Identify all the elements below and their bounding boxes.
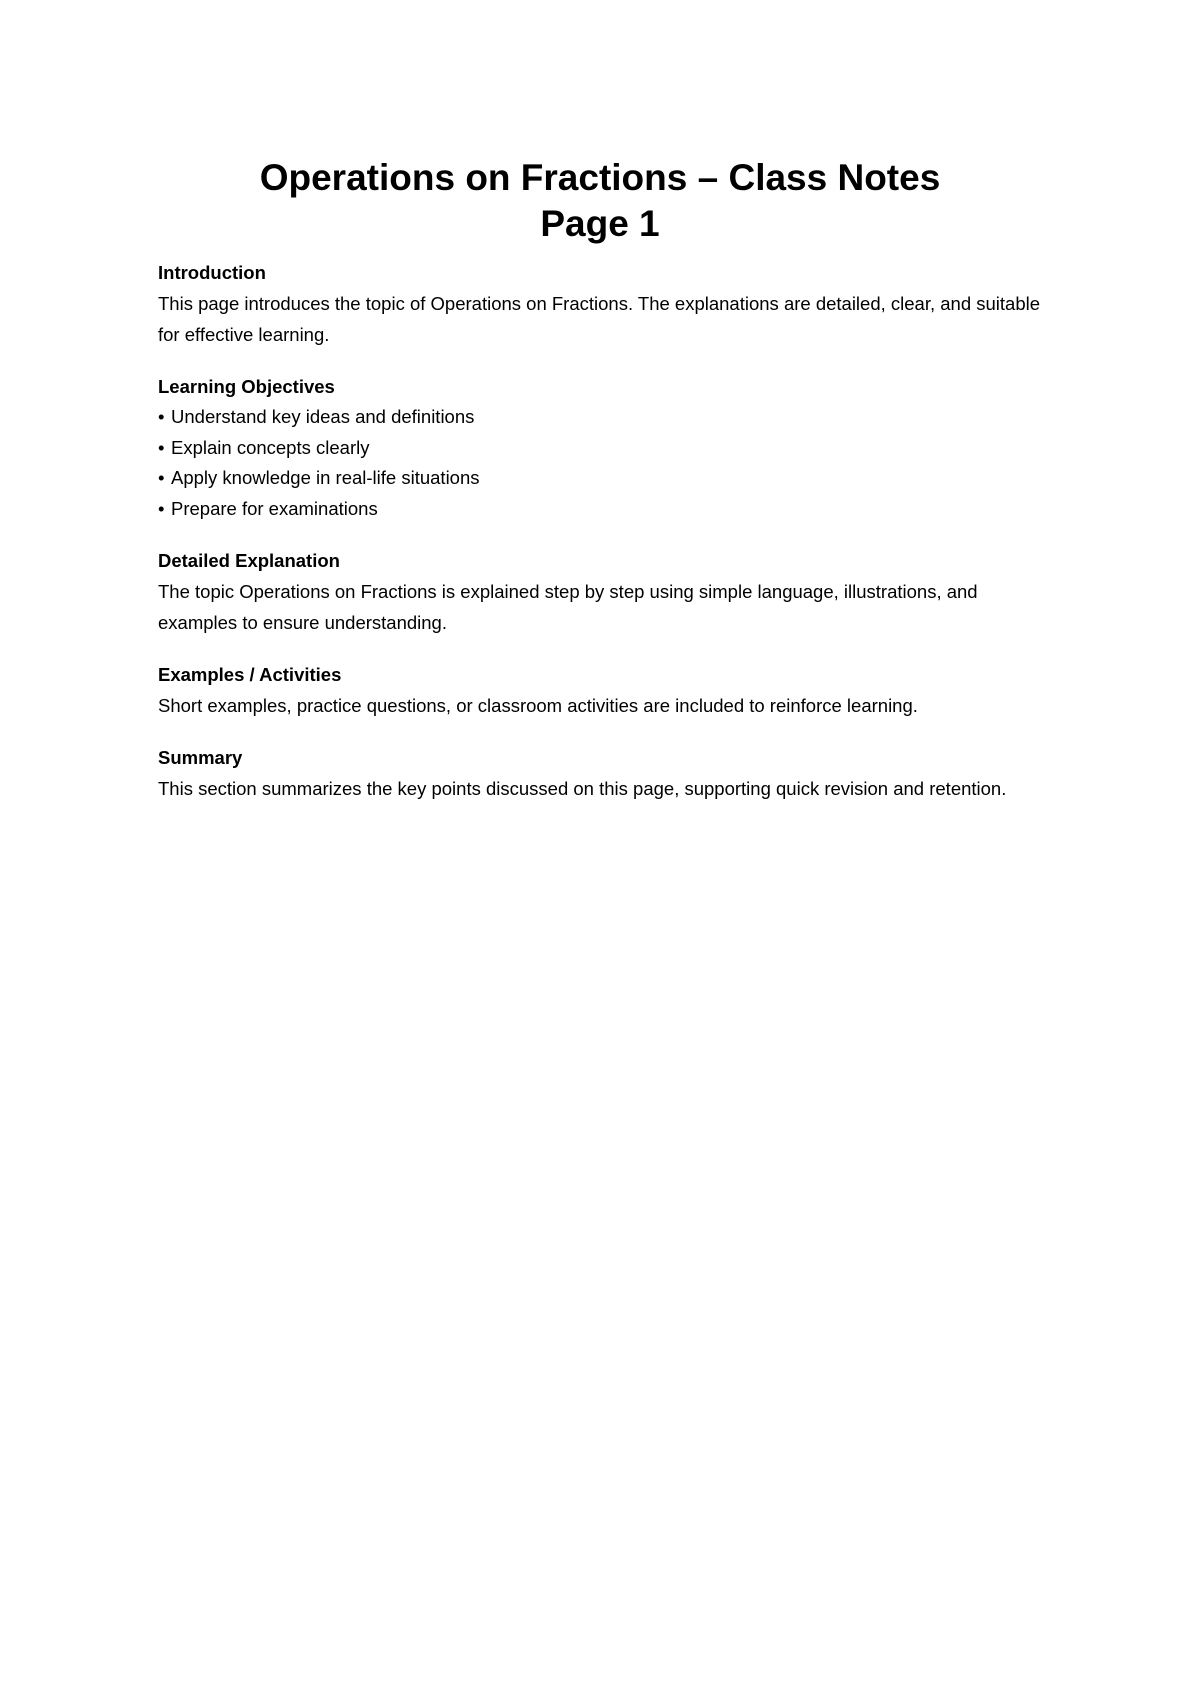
objective-item	[158, 494, 1058, 525]
bullet-icon: •	[158, 497, 165, 519]
title-block	[0, 155, 1200, 247]
introduction-section	[158, 258, 1058, 350]
objective-text: Understand key ideas and definitions	[171, 406, 475, 427]
summary-text: This section summarizes the key points discussed on this page, supporting quick revision and retention.	[158, 778, 1007, 799]
objective-item	[158, 402, 1058, 433]
examples-text: Short examples, practice questions, or classroom activities are included to reinforce learning.	[158, 695, 918, 716]
objective-item	[158, 463, 1058, 494]
objective-text: Explain concepts clearly	[171, 436, 370, 458]
introduction-heading: Introduction	[158, 262, 266, 283]
introduction-text: This page introduces the topic of Operations on Fractions. The explanations are detailed, clear, and suitable for effective learning.	[158, 293, 1041, 345]
objectives-heading: Learning Objectives	[158, 376, 335, 397]
objectives-list	[158, 402, 1058, 524]
content-area	[158, 258, 1058, 826]
objective-text: Prepare for examinations	[171, 497, 378, 519]
explanation-section	[158, 546, 1058, 638]
summary-section	[158, 743, 1058, 804]
summary-heading: Summary	[158, 747, 243, 768]
objective-item	[158, 433, 1058, 464]
document-title: Operations on Fractions – Class Notes	[259, 157, 941, 198]
bullet-icon: •	[158, 406, 165, 427]
bullet-icon: •	[158, 467, 165, 488]
explanation-text: The topic Operations on Fractions is explained step by step using simple language, illustrations, and examples to ensure understanding.	[158, 581, 978, 633]
examples-section	[158, 660, 1058, 721]
objective-text: Apply knowledge in real-life situations	[171, 467, 480, 488]
bullet-icon: •	[158, 436, 165, 458]
examples-heading: Examples / Activities	[158, 664, 342, 685]
page-label: Page 1	[540, 203, 660, 244]
explanation-heading: Detailed Explanation	[158, 550, 340, 571]
objectives-section	[158, 372, 1058, 524]
